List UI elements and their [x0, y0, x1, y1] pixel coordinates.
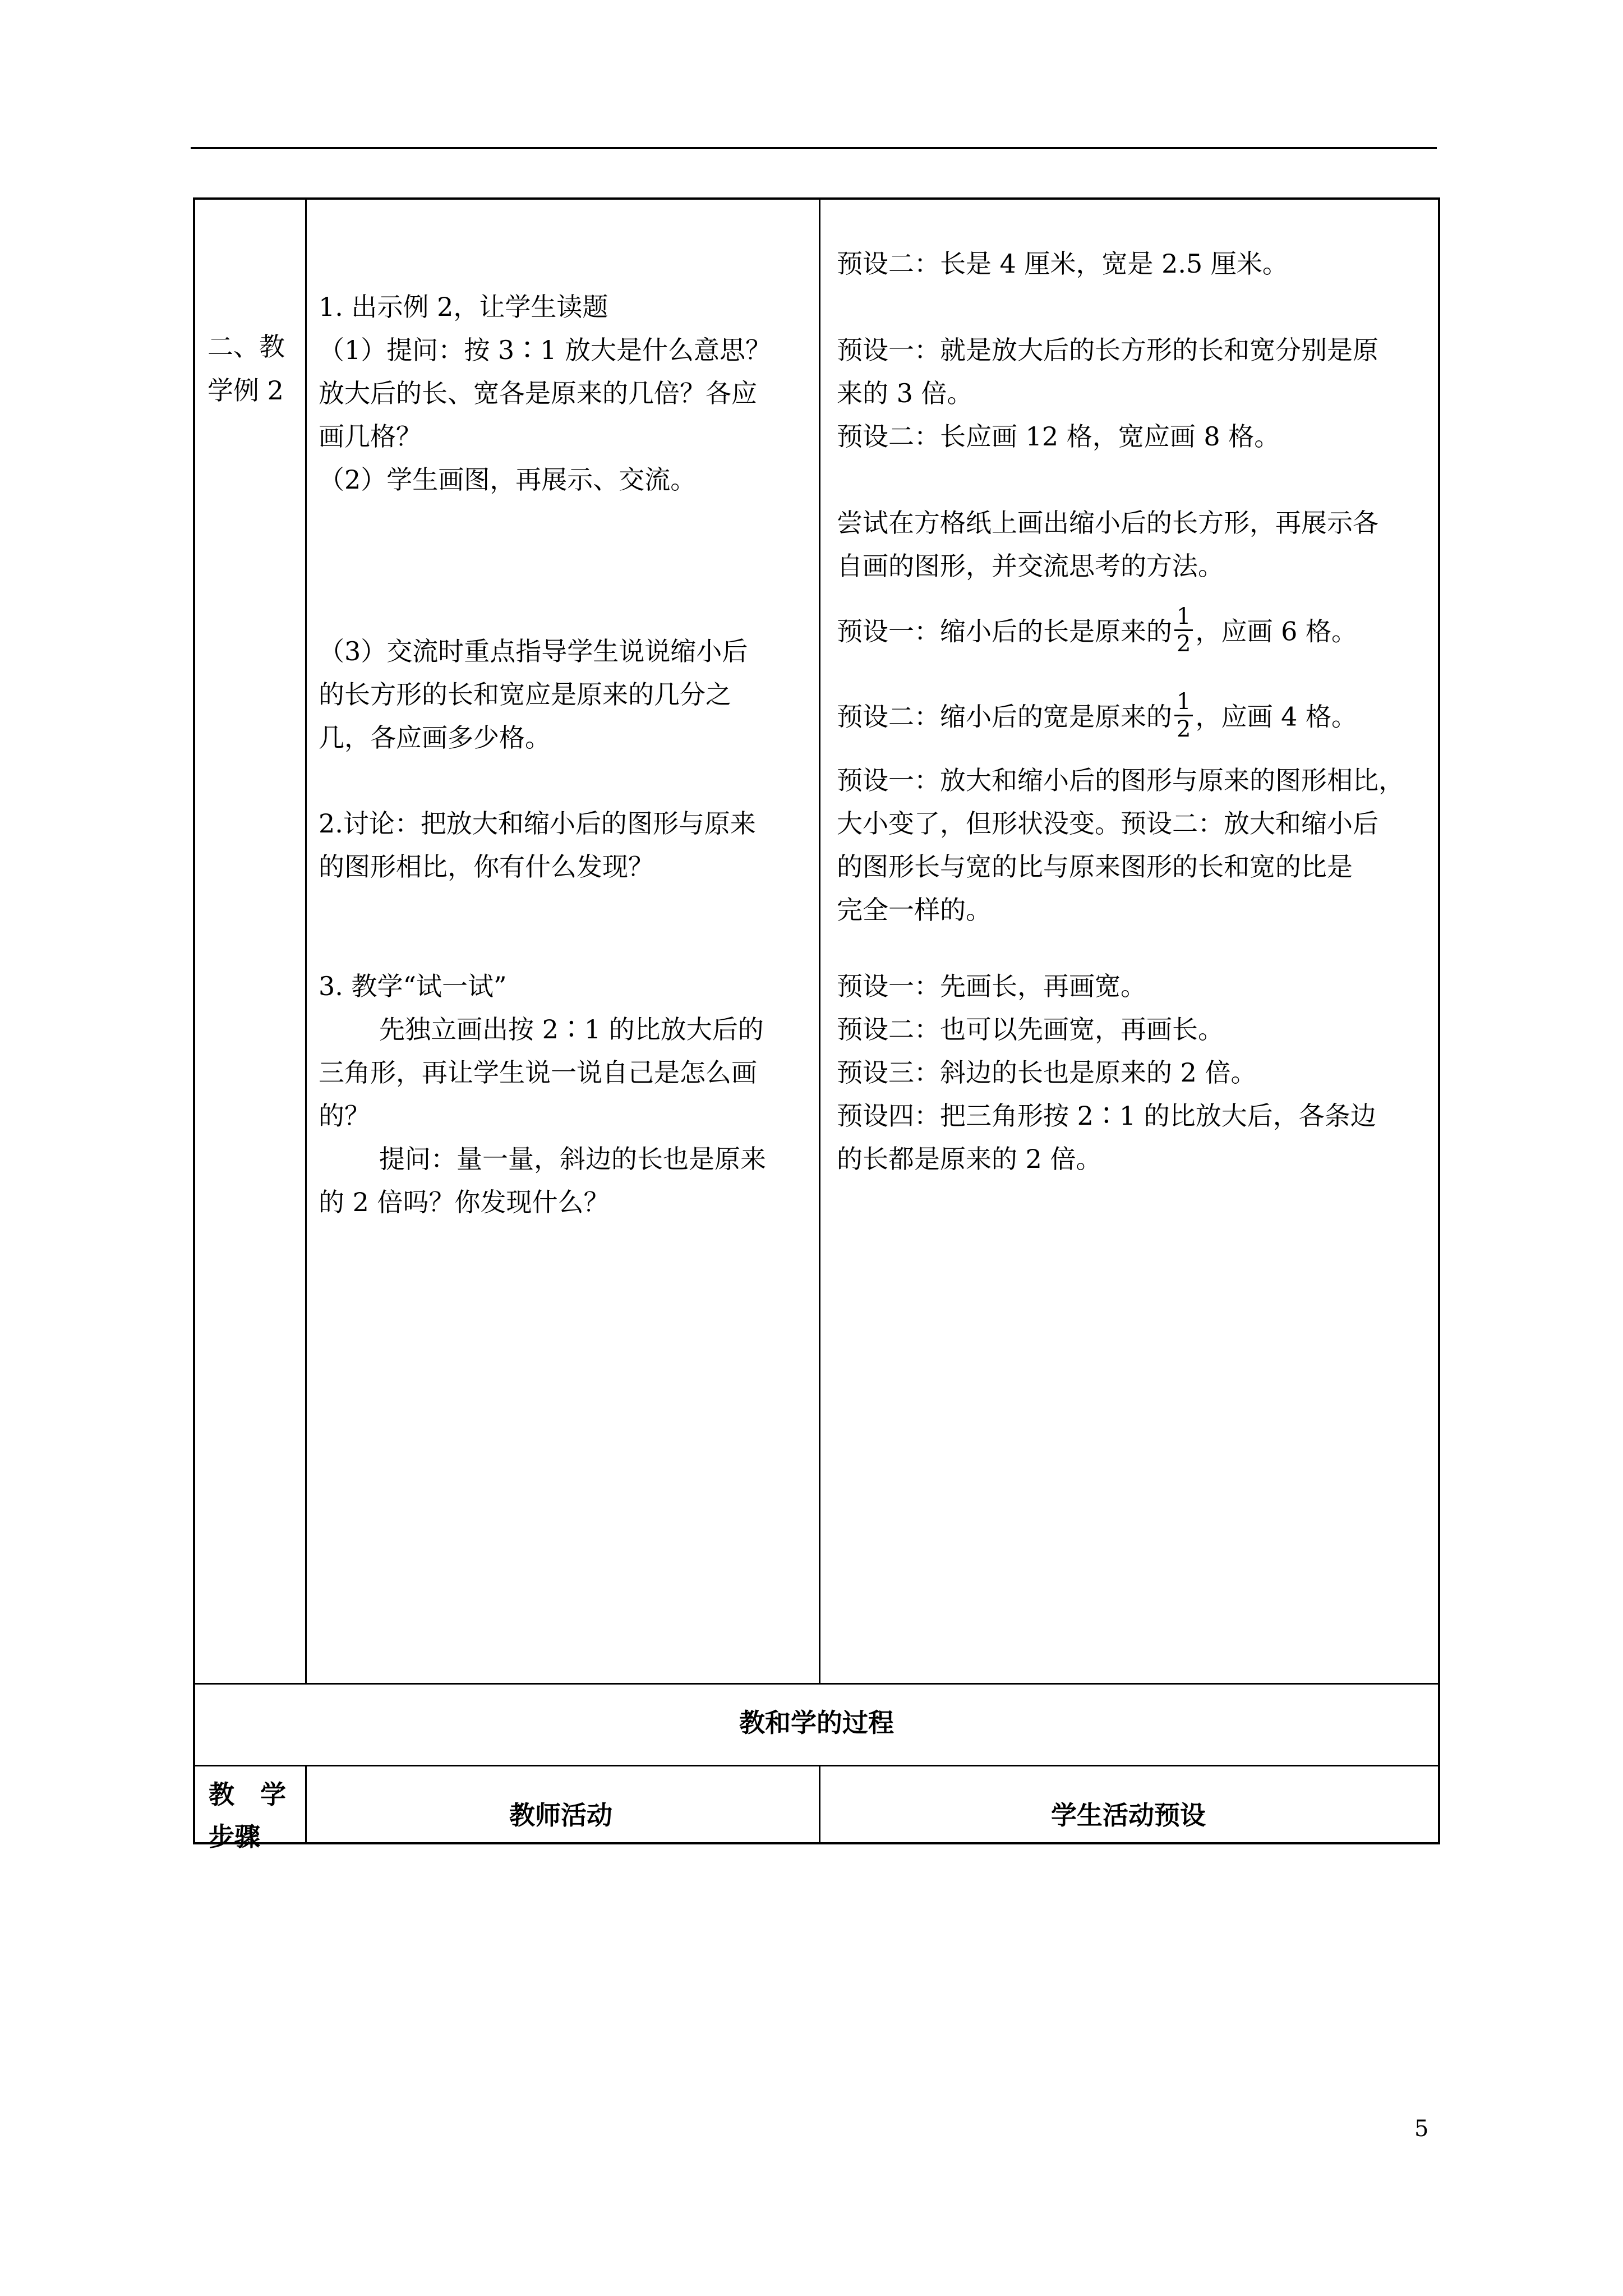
teacher-text: 几，各应画多少格。	[319, 723, 551, 753]
teacher-text: 的 2 倍吗？你发现什么？	[319, 1187, 610, 1217]
student-text: 预设一：先画长，再画宽。	[837, 971, 1146, 1001]
student-activity-header: 学生活动预设	[1051, 1800, 1206, 1830]
student-text: 预设二：长应画 12 格，宽应画 8 格。	[837, 421, 1280, 452]
student-text: 预设一：缩小后的长是原来的	[837, 616, 1172, 647]
process-title: 教和学的过程	[739, 1708, 894, 1738]
fraction-numerator: 1	[1174, 691, 1193, 716]
fraction-one-half	[1174, 605, 1193, 655]
student-text: 预设四：把三角形按 2∶1 的比放大后，各条边	[837, 1101, 1376, 1131]
student-text: 尝试在方格纸上画出缩小后的长方形，再展示各	[837, 508, 1378, 538]
fraction-denominator: 2	[1177, 716, 1191, 742]
student-fraction-line	[837, 604, 1357, 659]
teacher-text: 提问：量一量，斜边的长也是原来	[379, 1144, 766, 1174]
student-text: 预设一：放大和缩小后的图形与原来的图形相比，	[837, 765, 1404, 795]
student-text: 预设三：斜边的长也是原来的 2 倍。	[837, 1057, 1257, 1088]
col-divider-1	[305, 200, 307, 1683]
student-text: ，应画 6 格。	[1195, 616, 1357, 647]
teacher-text: 2.讨论：把放大和缩小后的图形与原来	[319, 808, 756, 839]
fraction-one-half	[1174, 691, 1193, 740]
teacher-activity-header: 教师活动	[509, 1800, 612, 1830]
student-text: ，应画 4 格。	[1195, 701, 1357, 732]
student-text: 预设二：长是 4 厘米，宽是 2.5 厘米。	[837, 249, 1288, 279]
teacher-text: 的长方形的长和宽应是原来的几分之	[319, 679, 731, 710]
teacher-text: 3. 教学“试一试”	[319, 971, 507, 1001]
col-divider-2	[819, 200, 820, 1683]
teacher-text: （1）提问：按 3∶1 放大是什么意思？	[319, 335, 772, 365]
teacher-text: 画几格？	[319, 421, 422, 452]
step-label-line: 二、教	[208, 332, 285, 362]
row-divider-2	[195, 1765, 1440, 1766]
student-text: 预设二：缩小后的宽是原来的	[837, 701, 1172, 732]
page-number: 5	[1414, 2116, 1429, 2142]
student-text: 来的 3 倍。	[837, 378, 973, 408]
step-label-line: 学例 2	[208, 375, 284, 406]
teacher-text: 放大后的长、宽各是原来的几倍？各应	[319, 378, 757, 408]
teacher-text: 先独立画出按 2∶1 的比放大后的	[379, 1014, 764, 1045]
student-text: 的长都是原来的 2 倍。	[837, 1144, 1102, 1174]
student-fraction-line	[837, 689, 1357, 744]
teacher-text: （2）学生画图，再展示、交流。	[319, 464, 697, 495]
teacher-text: 1. 出示例 2，让学生读题	[319, 292, 608, 322]
student-text: 自画的图形，并交流思考的方法。	[837, 551, 1224, 581]
step-header: 教 学	[209, 1779, 286, 1810]
step-header: 步骤	[209, 1821, 260, 1852]
fraction-denominator: 2	[1177, 631, 1191, 657]
fraction-numerator: 1	[1174, 605, 1193, 631]
student-text: 的图形长与宽的比与原来图形的长和宽的比是	[837, 852, 1353, 882]
teacher-text: 的？	[319, 1101, 370, 1131]
header-rule	[191, 147, 1437, 149]
row-divider-1	[195, 1683, 1440, 1685]
teacher-text: （3）交流时重点指导学生说说缩小后	[319, 636, 748, 666]
teacher-text: 的图形相比，你有什么发现？	[319, 852, 654, 882]
student-text: 完全一样的。	[837, 895, 992, 925]
student-text: 预设二：也可以先画宽，再画长。	[837, 1014, 1224, 1045]
teacher-text: 三角形，再让学生说一说自己是怎么画	[319, 1057, 757, 1088]
student-text: 预设一：就是放大后的长方形的长和宽分别是原	[837, 335, 1378, 365]
student-text: 大小变了，但形状没变。预设二：放大和缩小后	[837, 808, 1378, 839]
